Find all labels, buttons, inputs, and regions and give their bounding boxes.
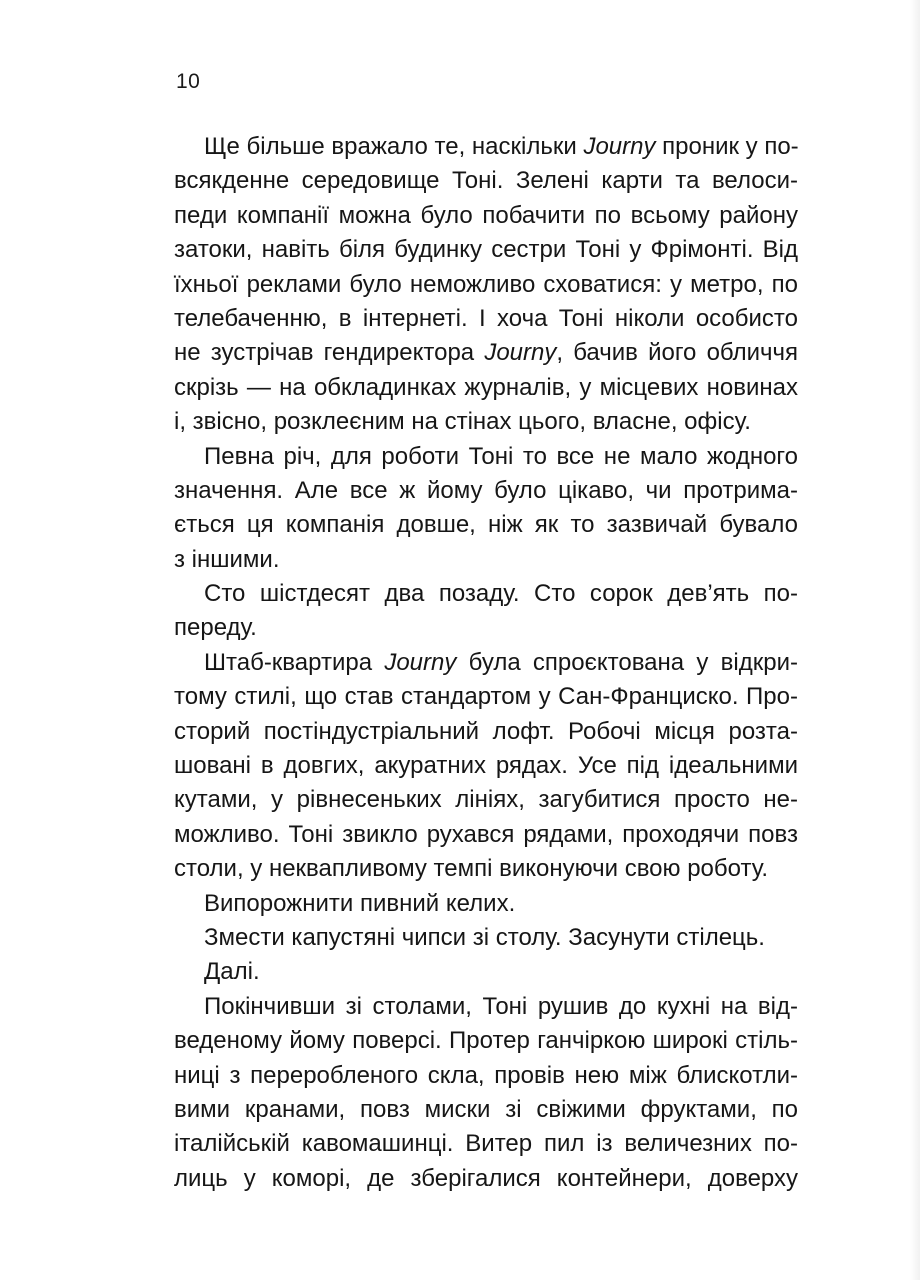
- text-segment: кутами, у рівнесеньких лініях, загубитися просто не-: [174, 786, 798, 814]
- text-segment: не зустрічав гендиректора: [174, 339, 485, 367]
- page-edge-shadow: [910, 0, 920, 1280]
- text-segment: веденому йому поверсі. Протер ганчіркою широкі стіль-: [174, 1027, 798, 1055]
- text-segment: Сто шістдесят два позаду. Сто сорок дев’ять по-: [204, 580, 798, 608]
- text-segment: скрізь — на обкладинках журналів, у місцевих новинах: [174, 373, 798, 401]
- text-segment: Далі.: [204, 958, 260, 986]
- text-line: [174, 887, 798, 921]
- text-segment: значення. Але все ж йому було цікаво, чи протрима-: [174, 476, 798, 504]
- text-line: [174, 852, 798, 886]
- text-line: [174, 474, 798, 508]
- text-segment: проник у по-: [655, 133, 799, 160]
- text-segment: Ще більше вражало те, наскільки: [204, 133, 584, 160]
- text-segment: ється ця компанія довше, ніж як то зазвичай бувало: [174, 511, 798, 539]
- text-segment: їхньої реклами було неможливо сховатися: у метро, по: [174, 270, 798, 298]
- text-segment: можливо. Тоні звикло рухався рядами, проходячи повз: [174, 820, 798, 848]
- text-line: [174, 302, 798, 336]
- text-line: [174, 818, 798, 852]
- italic-text-segment: Journy: [583, 133, 656, 160]
- text-line: [174, 130, 798, 164]
- text-line: [174, 783, 798, 817]
- text-segment: Певна річ, для роботи Тоні то все не мало жодного: [204, 442, 798, 470]
- text-segment: сторий постіндустріальний лофт. Робочі місця розта-: [174, 717, 798, 745]
- text-segment: тому стилі, що став стандартом у Сан-Франциско. Про-: [174, 683, 798, 711]
- text-segment: столи, у неквапливому темпі виконуючи свою роботу.: [174, 855, 768, 883]
- text-line: [174, 749, 798, 783]
- text-line: [174, 268, 798, 302]
- text-segment: з іншими.: [174, 545, 280, 573]
- text-segment: телебаченню, в інтернеті. І хоча Тоні ніколи особисто: [174, 304, 798, 332]
- text-segment: педи компанії можна було побачити по всьому району: [174, 201, 798, 229]
- text-line: [174, 646, 798, 680]
- text-segment: Випорожнити пивний келих.: [204, 889, 516, 917]
- text-segment: , бачив його обличчя: [556, 339, 798, 367]
- text-segment: переду.: [174, 614, 257, 642]
- page-number: 10: [176, 70, 201, 93]
- text-line: [174, 1127, 798, 1161]
- text-segment: і, звісно, розклеєним на стінах цього, власне, офісу.: [174, 408, 751, 436]
- text-line: [174, 680, 798, 714]
- text-line: [174, 955, 798, 989]
- text-line: [174, 1024, 798, 1058]
- text-line: [174, 440, 798, 474]
- text-line: [174, 543, 798, 577]
- text-line: [174, 715, 798, 749]
- text-segment: затоки, навіть біля будинку сестри Тоні у Фрімонті. Від: [174, 236, 798, 264]
- text-segment: Змести капустяні чипси зі столу. Засунути стілець.: [204, 923, 765, 951]
- italic-text-segment: Journy: [484, 339, 557, 367]
- text-line: [174, 1059, 798, 1093]
- text-segment: лиць у коморі, де зберігалися контейнери, доверху: [174, 1164, 798, 1192]
- text-line: [174, 508, 798, 542]
- text-segment: вими кранами, повз миски зі свіжими фруктами, по: [174, 1095, 798, 1123]
- text-line: [174, 164, 798, 198]
- text-line: [174, 233, 798, 267]
- text-line: [174, 921, 798, 955]
- text-segment: Покінчивши зі столами, Тоні рушив до кухні на від-: [204, 992, 798, 1020]
- italic-text-segment: Journy: [384, 648, 457, 676]
- body-text: [174, 130, 798, 1196]
- text-segment: Штаб-квартира: [204, 648, 385, 676]
- text-line: [174, 336, 798, 370]
- text-segment: всякденне середовище Тоні. Зелені карти та велоси-: [174, 167, 798, 195]
- text-line: [174, 405, 798, 439]
- text-line: [174, 611, 798, 645]
- text-line: [174, 1093, 798, 1127]
- text-line: [174, 1162, 798, 1196]
- text-segment: була спроєктована у відкри-: [456, 648, 798, 676]
- text-segment: ниці з переробленого скла, провів нею між блискотли-: [174, 1061, 798, 1089]
- text-line: [174, 371, 798, 405]
- text-segment: шовані в довгих, акуратних рядах. Усе під ідеальними: [174, 752, 798, 780]
- text-line: [174, 990, 798, 1024]
- text-segment: італійській кавомашинці. Витер пил із величезних по-: [174, 1130, 798, 1158]
- text-line: [174, 199, 798, 233]
- text-line: [174, 577, 798, 611]
